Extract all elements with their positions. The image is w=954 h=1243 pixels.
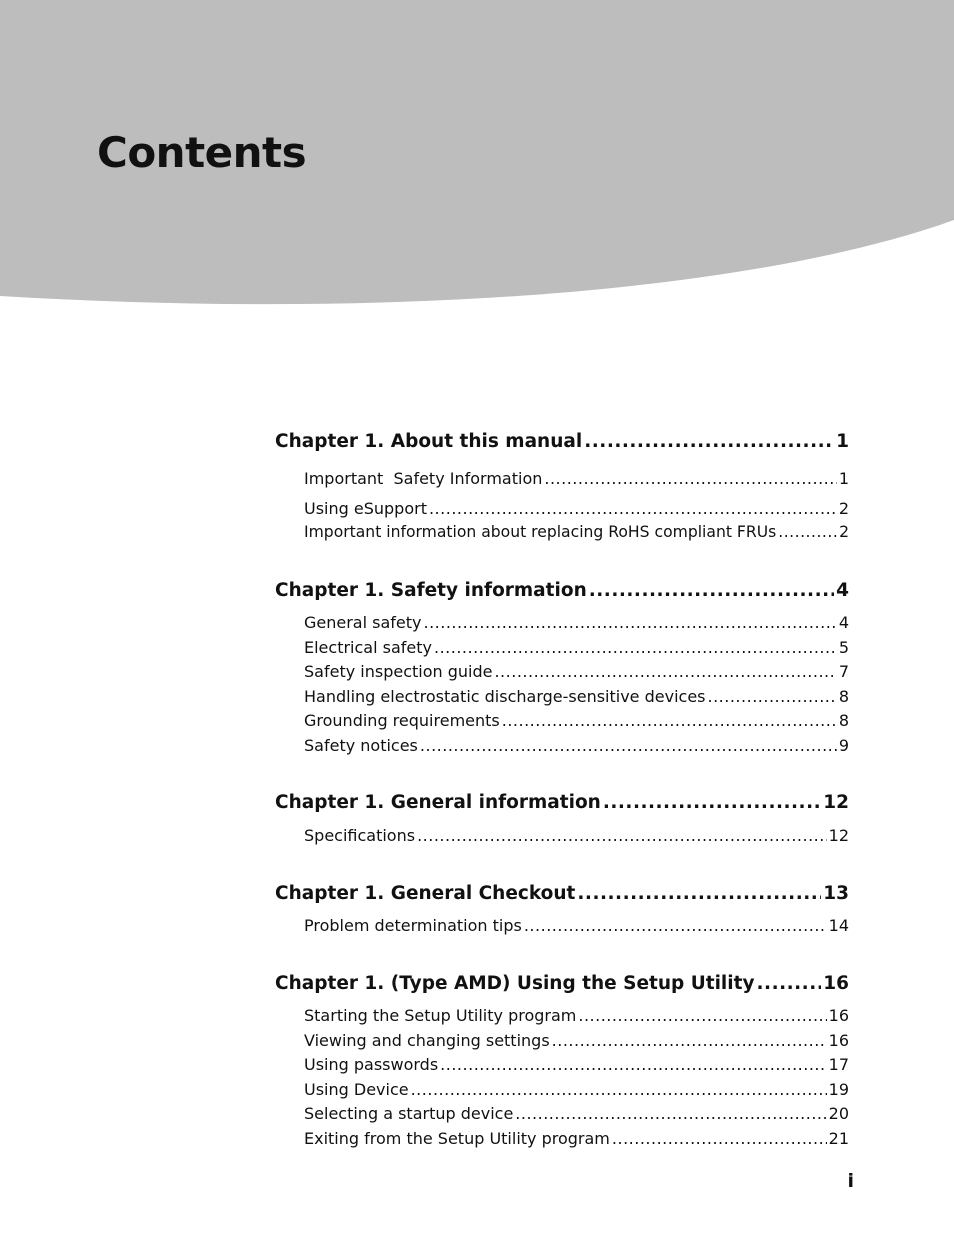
dot-leader — [552, 1031, 827, 1050]
toc-entry-page: 9 — [838, 736, 849, 755]
toc-entry[interactable] — [304, 1031, 849, 1050]
toc-chapter[interactable] — [275, 792, 849, 813]
toc-entry[interactable] — [304, 662, 849, 681]
dot-leader — [603, 792, 821, 813]
dot-leader — [757, 973, 822, 994]
toc-entry-label: Grounding requirements — [304, 711, 500, 730]
toc-entry[interactable] — [304, 469, 849, 488]
dot-leader — [589, 580, 834, 601]
toc-entry-label: Handling electrostatic discharge-sensitive devices — [304, 687, 706, 706]
dot-leader — [578, 1006, 826, 1025]
toc-chapter-page: 12 — [823, 792, 849, 813]
dot-leader — [778, 523, 837, 541]
toc-entry[interactable] — [304, 1080, 849, 1099]
toc-entry-label: Electrical safety — [304, 638, 432, 657]
toc-entry-page: 8 — [838, 711, 849, 730]
toc-chapter-label: Chapter 1. General Checkout — [275, 883, 576, 904]
toc-entry[interactable] — [304, 1129, 849, 1148]
dot-leader — [502, 711, 837, 730]
dot-leader — [429, 499, 837, 518]
toc-chapter-label: Chapter 1. (Type AMD) Using the Setup Utility — [275, 973, 755, 994]
toc-entry-page: 16 — [828, 1031, 849, 1050]
toc-entry[interactable] — [304, 916, 849, 935]
toc-entry-label: Using eSupport — [304, 499, 427, 518]
toc-chapter-page: 13 — [823, 883, 849, 904]
toc-chapter[interactable] — [275, 580, 849, 601]
toc-entry[interactable] — [304, 638, 849, 657]
dot-leader — [494, 662, 836, 681]
toc-chapter-label: Chapter 1. About this manual — [275, 431, 583, 452]
toc-entry-label: Using passwords — [304, 1055, 439, 1074]
toc-entry[interactable] — [304, 523, 849, 541]
toc-entry-page: 16 — [828, 1006, 849, 1025]
dot-leader — [708, 687, 837, 706]
toc-entry[interactable] — [304, 687, 849, 706]
dot-leader — [584, 431, 834, 452]
dot-leader — [612, 1129, 827, 1148]
toc-entry-page: 2 — [838, 499, 849, 518]
toc-entry-page: 20 — [828, 1104, 849, 1123]
toc-entry[interactable] — [304, 826, 849, 845]
dot-leader — [544, 469, 836, 488]
dot-leader — [577, 883, 821, 904]
dot-leader — [515, 1104, 826, 1123]
toc-chapter-page: 4 — [836, 580, 849, 601]
dot-leader — [524, 916, 827, 935]
toc-entry-label: Specifications — [304, 826, 416, 845]
page-number: i — [847, 1170, 854, 1192]
toc-chapter-page: 1 — [836, 431, 849, 452]
toc-entry-page: 12 — [828, 826, 849, 845]
toc-entry-label: Selecting a startup device — [304, 1104, 514, 1123]
toc-chapter[interactable] — [275, 973, 849, 994]
toc-entry[interactable] — [304, 736, 849, 755]
dot-leader — [420, 736, 837, 755]
toc-chapter-label: Chapter 1. General information — [275, 792, 601, 813]
toc-chapter[interactable] — [275, 883, 849, 904]
toc-entry-label: General safety — [304, 613, 422, 632]
toc-entry-label: Safety notices — [304, 736, 418, 755]
page-title: Contents — [97, 128, 307, 177]
toc-entry-page: 2 — [839, 523, 849, 541]
toc-entry[interactable] — [304, 499, 849, 518]
toc-entry-page: 5 — [838, 638, 849, 657]
toc-entry-page: 17 — [828, 1055, 849, 1074]
dot-leader — [424, 613, 837, 632]
toc-entry-label: Viewing and changing settings — [304, 1031, 550, 1050]
toc-entry-page: 4 — [838, 613, 849, 632]
toc-chapter[interactable] — [275, 431, 849, 452]
toc-entry-label: Starting the Setup Utility program — [304, 1006, 577, 1025]
toc-entry[interactable] — [304, 613, 849, 632]
toc-entry-page: 1 — [838, 469, 849, 488]
toc-entry-label: Important Safety Information — [304, 469, 543, 488]
dot-leader — [417, 826, 827, 845]
toc-chapter-label: Chapter 1. Safety information — [275, 580, 587, 601]
toc-entry-label: Exiting from the Setup Utility program — [304, 1129, 610, 1148]
toc-entry-page: 21 — [828, 1129, 849, 1148]
toc-entry-label: Safety inspection guide — [304, 662, 493, 681]
toc-chapter-page: 16 — [823, 973, 849, 994]
toc-entry[interactable] — [304, 711, 849, 730]
toc-entry-label: Problem determination tips — [304, 916, 522, 935]
toc-entry[interactable] — [304, 1055, 849, 1074]
toc-entry-label: Using Device — [304, 1080, 409, 1099]
dot-leader — [434, 638, 837, 657]
toc-entry-page: 7 — [838, 662, 849, 681]
toc-entry-page: 14 — [828, 916, 849, 935]
toc-entry-page: 8 — [838, 687, 849, 706]
dot-leader — [411, 1080, 827, 1099]
toc-entry[interactable] — [304, 1006, 849, 1025]
toc-entry[interactable] — [304, 1104, 849, 1123]
toc-entry-page: 19 — [828, 1080, 849, 1099]
toc-entry-label: Important information about replacing RoHS compliant FRUs — [304, 523, 777, 541]
dot-leader — [440, 1055, 826, 1074]
